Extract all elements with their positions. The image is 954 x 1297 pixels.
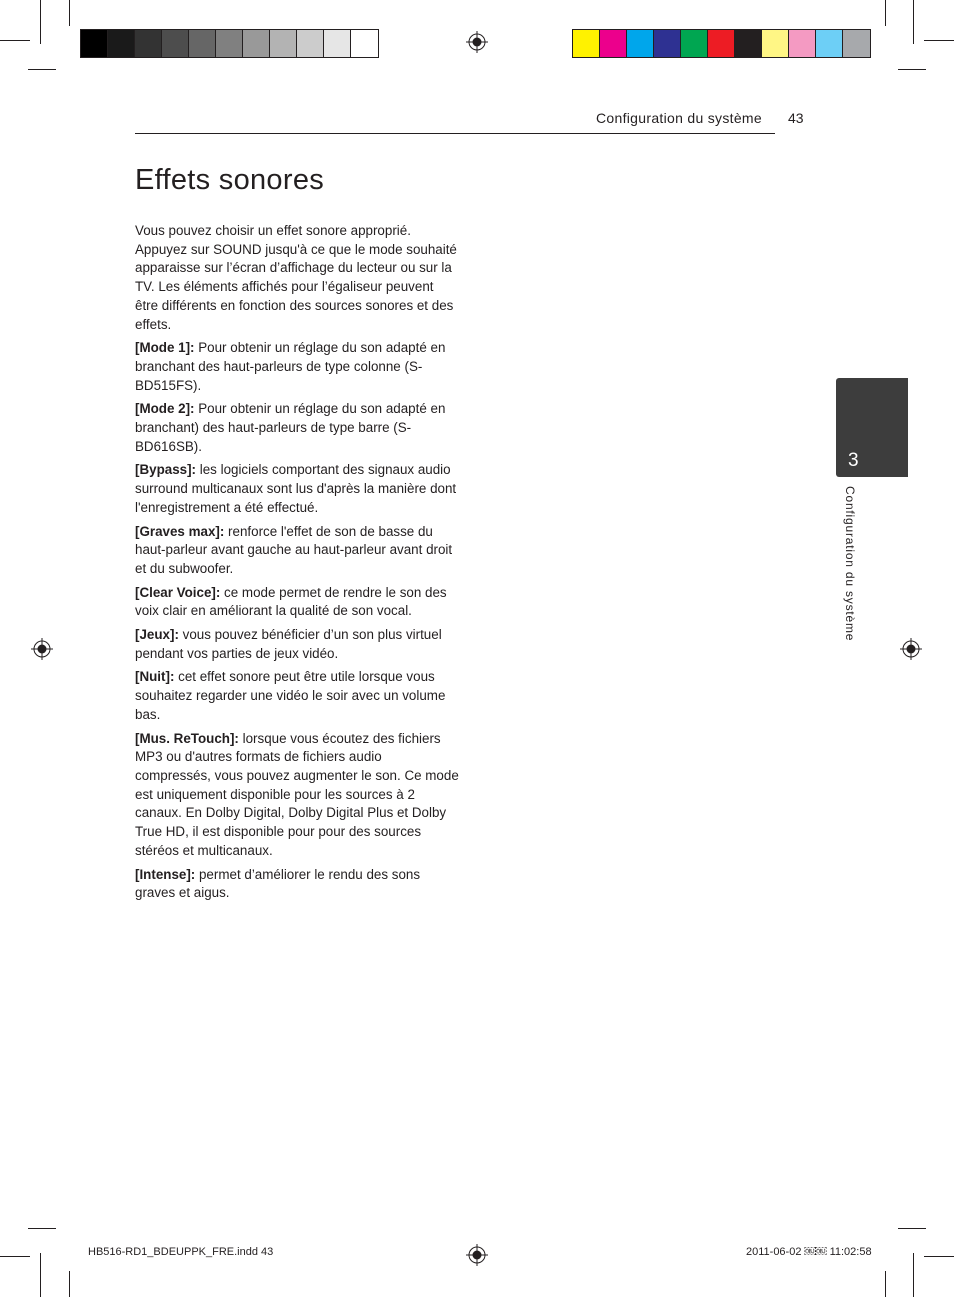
sound-mode-description: vous pouvez bénéficier d’un son plus virtuel pendant vos parties de jeux vidéo.	[135, 627, 442, 661]
crop-mark	[0, 40, 30, 41]
sound-mode-description: cet effet sonore peut être utile lorsque vous souhaitez regarder une vidéo le soir avec un volume bas.	[135, 669, 446, 722]
color-swatch	[108, 30, 135, 57]
sound-mode-description: lorsque vous écoutez des fichiers MP3 ou d'autres formats de fichiers audio compressés, vous pouvez augmenter le son. Ce mode est uniquement disponible pour les sources à 2 canaux. En Dolby Digital, Dolby Digital Plus et Dolby True HD, il est disponible pour pour des sources stéréos et multicanaux.	[135, 730, 459, 858]
sound-mode-item	[135, 730, 460, 861]
sound-mode-term: [Nuit]:	[135, 669, 175, 685]
crop-mark	[28, 69, 56, 70]
intro-paragraph: Vous pouvez choisir un effet sonore approprié. Appuyez sur SOUND jusqu'à ce que le mode souhaité apparaisse sur l’écran d’affichage du lecteur ou sur la TV. Les éléments affichés pour l’égaliseur peuvent être différents en fonction des sources sonores et des effets.	[135, 223, 457, 332]
sound-mode-term: [Graves max]:	[135, 523, 225, 539]
sound-mode-item	[135, 626, 460, 663]
color-swatch	[573, 30, 600, 57]
sound-mode-term: [Bypass]:	[135, 462, 197, 478]
sound-mode-item	[135, 400, 460, 456]
sound-mode-term: [Mode 2]:	[135, 401, 195, 417]
color-swatch	[81, 30, 108, 57]
crop-mark	[924, 1256, 954, 1257]
sound-mode-item	[135, 584, 460, 621]
color-swatch	[600, 30, 627, 57]
crop-mark	[69, 0, 70, 26]
body-text	[135, 222, 460, 908]
sound-mode-term: [Mus. ReTouch]:	[135, 730, 239, 746]
page-number: 43	[788, 110, 804, 126]
crop-mark	[924, 40, 954, 41]
crop-mark	[0, 1256, 30, 1257]
crop-mark	[28, 1228, 56, 1229]
color-swatch	[843, 30, 870, 57]
sound-mode-description: Pour obtenir un réglage du son adapté en branchant) des haut-parleurs de type barre (S-BD616SB).	[135, 401, 446, 454]
crop-mark	[69, 1271, 70, 1297]
sound-mode-term: [Jeux]:	[135, 627, 179, 643]
crop-mark	[898, 1228, 926, 1229]
color-swatch	[735, 30, 762, 57]
sound-mode-item	[135, 866, 460, 903]
color-swatch	[270, 30, 297, 57]
crop-mark	[40, 0, 41, 44]
color-swatch	[189, 30, 216, 57]
footer-timestamp: 2011-06-02 ￼￼ 11:02:58	[746, 1246, 872, 1258]
color-swatch	[681, 30, 708, 57]
color-swatch	[708, 30, 735, 57]
color-swatch	[816, 30, 843, 57]
color-swatch	[789, 30, 816, 57]
color-swatch	[297, 30, 324, 57]
sound-mode-description: Pour obtenir un réglage du son adapté en branchant des haut-parleurs de type colonne (S-BD515FS).	[135, 340, 446, 393]
color-calibration-bar	[572, 29, 871, 58]
sound-mode-list	[135, 339, 460, 903]
color-swatch	[627, 30, 654, 57]
crop-mark	[885, 0, 886, 26]
registration-mark-icon	[31, 638, 53, 660]
registration-mark-icon	[466, 1244, 488, 1266]
color-swatch	[324, 30, 351, 57]
sound-mode-term: [Intense]:	[135, 866, 196, 882]
chapter-side-label: Configuration du système	[843, 486, 857, 642]
sound-mode-description: renforce l'effet de son de basse du haut-parleur avant gauche au haut-parleur avant droit et du subwoofer.	[135, 523, 453, 576]
header-rule	[135, 133, 775, 134]
color-swatch	[162, 30, 189, 57]
registration-mark-icon	[900, 638, 922, 660]
color-swatch	[216, 30, 243, 57]
crop-mark	[913, 0, 914, 44]
color-swatch	[243, 30, 270, 57]
sound-mode-description: ce mode permet de rendre le son des voix clair en améliorant la qualité de son vocal.	[135, 584, 447, 619]
crop-mark	[40, 1253, 41, 1297]
crop-mark	[885, 1271, 886, 1297]
color-swatch	[135, 30, 162, 57]
footer-filename: HB516-RD1_BDEUPPK_FRE.indd 43	[88, 1246, 274, 1258]
color-swatch	[762, 30, 789, 57]
sound-mode-description: permet d’améliorer le rendu des sons graves et aigus.	[135, 866, 421, 901]
running-header-title: Configuration du système	[596, 110, 762, 126]
sound-mode-term: [Clear Voice]:	[135, 584, 221, 600]
sound-mode-item	[135, 461, 460, 517]
registration-mark-icon	[466, 31, 488, 53]
gray-calibration-bar	[80, 29, 379, 58]
color-swatch	[654, 30, 681, 57]
crop-mark	[898, 69, 926, 70]
page-title: Effets sonores	[135, 164, 325, 196]
color-swatch	[351, 30, 378, 57]
sound-mode-item	[135, 668, 460, 724]
sound-mode-term: [Mode 1]:	[135, 340, 195, 356]
crop-mark	[913, 1253, 914, 1297]
chapter-number: 3	[848, 450, 859, 471]
chapter-tab	[836, 378, 908, 477]
sound-mode-description: les logiciels comportant des signaux audio surround multicanaux sont lus d'après la manière dont l'enregistrement a été effectué.	[135, 462, 457, 515]
sound-mode-item	[135, 523, 460, 579]
sound-mode-item	[135, 339, 460, 395]
